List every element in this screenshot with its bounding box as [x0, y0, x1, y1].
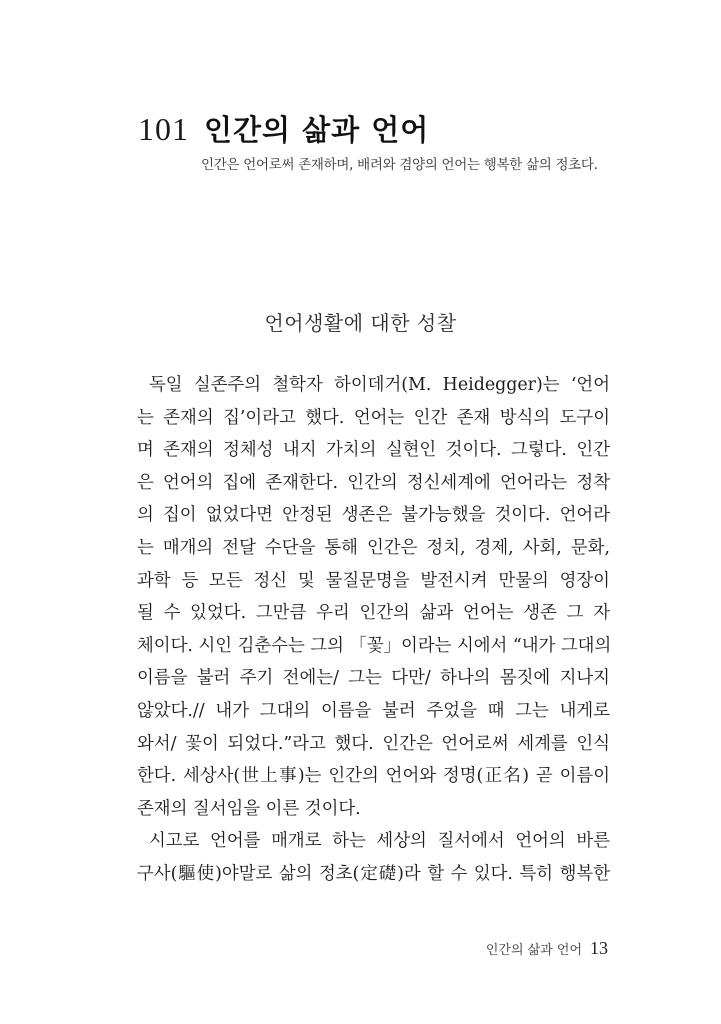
page-number: 13 [590, 938, 608, 958]
chapter-header [138, 108, 429, 149]
text-line: 은 언어의 집에 존재한다. 인간의 정신세계에 언어라는 정착 [137, 472, 610, 493]
text-line: 체이다. 시인 김춘수는 그의 「꽃」이라는 시에서 “내가 그대의 [137, 635, 612, 656]
text-line: 독일 실존주의 철학자 하이데거(M. Heidegger)는 ‘언어 [149, 375, 610, 395]
section-heading: 언어생활에 대한 성찰 [264, 311, 457, 335]
chapter-number: 101 [138, 111, 189, 147]
chapter-subtitle: 인간은 언어로써 존재하며, 배려와 겸양의 언어는 행복한 삶의 정초다. [201, 157, 598, 173]
text-line: 시고로 언어를 매개로 하는 세상의 질서에서 언어의 바른 [149, 831, 610, 852]
text-line: 않았다.// 내가 그대의 이름을 불러 주었을 때 그는 내게로 [137, 700, 610, 721]
running-footer [486, 938, 608, 959]
body-text [137, 369, 610, 891]
text-line: 존재의 질서임을 이른 것이다. [137, 798, 361, 819]
running-title: 인간의 삶과 언어 [485, 943, 582, 958]
text-line: 며 존재의 정체성 내지 가치의 실현인 것이다. 그렇다. 인간 [137, 440, 610, 461]
text-line: 와서/ 꽃이 되었다.”라고 했다. 인간은 언어로써 세계를 인식 [137, 733, 610, 754]
text-line: 과학 등 모든 정신 및 물질문명을 발전시켜 만물의 영장이 [137, 570, 610, 591]
text-line: 의 집이 없었다면 안정된 생존은 불가능했을 것이다. 언어라 [137, 505, 610, 526]
text-line: 구사(驅使)야말로 삶의 정초(定礎)라 할 수 있다. 특히 행복한 [137, 863, 610, 884]
text-line: 한다. 세상사(世上事)는 인간의 언어와 정명(正名) 곧 이름이 [137, 766, 610, 787]
text-line: 는 존재의 집’이라고 했다. 언어는 인간 존재 방식의 도구이 [137, 407, 610, 428]
chapter-title: 인간의 삶과 언어 [204, 113, 430, 147]
text-line: 이름을 불러 주기 전에는/ 그는 다만/ 하나의 몸짓에 지나지 [137, 668, 610, 689]
text-line: 는 매개의 전달 수단을 통해 인간은 정치, 경제, 사회, 문화, [137, 537, 610, 558]
text-line: 될 수 있었다. 그만큼 우리 인간의 삶과 언어는 생존 그 자 [137, 603, 610, 624]
